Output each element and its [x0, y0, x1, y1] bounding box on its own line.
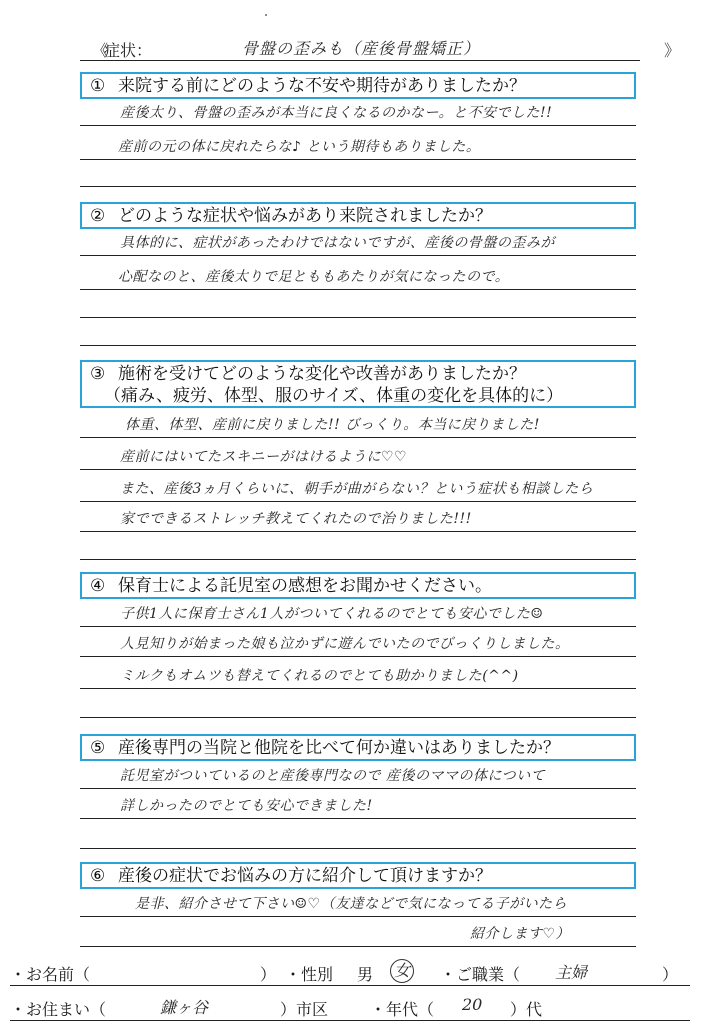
answer-text: 産後太り、骨盤の歪みが本当に良くなるのかなー。と不安でした!!	[120, 105, 553, 121]
age-suffix: ）代	[510, 1000, 543, 1019]
gender-female-circled	[390, 959, 414, 983]
scan-speck	[265, 14, 267, 16]
answer-text: 詳しかったのでとても安心できました!	[120, 798, 373, 814]
question-number: ④	[90, 576, 106, 596]
answer-line	[80, 762, 636, 789]
question-number: ⑤	[90, 738, 106, 758]
answer-line	[80, 475, 636, 502]
answer-text: 紹介します♡）	[470, 926, 571, 942]
answer-text: また、産後3ヵ月くらいに、朝手が曲がらない？という症状も相談したら	[120, 481, 594, 497]
answer-text: 産前にはいてたスキニーがはけるように♡♡	[120, 449, 408, 465]
answer-text: 具体的に、症状があったわけではないですが、産後の骨盤の歪みが	[120, 235, 555, 251]
answer-line	[80, 263, 636, 290]
answer-text: 託児室がついているのと産後専門なので 産後のママの体について	[120, 768, 546, 784]
answer-line	[80, 160, 636, 187]
footer-rule-2	[10, 1020, 690, 1021]
answer-line	[80, 691, 636, 718]
question-text: 保育士による託児室の感想をお聞かせください。	[118, 576, 492, 596]
question-2	[80, 202, 636, 229]
question-text: 来院する前にどのような不安や期待がありましたか？	[118, 76, 526, 96]
age-value: 20	[462, 995, 483, 1014]
question-3	[80, 360, 636, 408]
header	[92, 38, 681, 62]
question-number: ③	[90, 364, 106, 384]
question-4	[80, 572, 636, 599]
answer-line	[80, 890, 636, 917]
answer-line	[80, 792, 636, 819]
question-1	[80, 72, 636, 99]
answer-line	[80, 822, 636, 849]
name-field	[10, 962, 90, 985]
header-quote-open: 《	[92, 41, 109, 60]
footer-rule-1	[10, 985, 690, 986]
answer-line	[80, 319, 636, 346]
answer-text: 人見知りが始まった娘も泣かずに遊んでいたのでびっくりしました。	[120, 636, 570, 652]
answer-line	[80, 411, 636, 438]
answer-text: 産前の元の体に戻れたらな♪ という期待もありました。	[118, 139, 481, 155]
gender-female: 女	[390, 959, 414, 983]
address-label: ・お住まい（	[10, 1000, 107, 1019]
question-text: 施術を受けてどのような変化や改善がありましたか？	[118, 364, 526, 384]
gender-label: ・性別	[285, 965, 334, 984]
city-suffix: ）市区	[280, 1000, 329, 1019]
occupation-close: ）	[662, 965, 679, 984]
answer-text: 家でできるストレッチ教えてくれたので治りました!!!	[120, 511, 472, 527]
question-6	[80, 862, 636, 889]
symptom-label: 症状：	[104, 41, 153, 60]
answer-line	[80, 505, 636, 532]
header-quote-close: 》	[664, 41, 681, 60]
question-number: ⑥	[90, 866, 106, 886]
answer-text: 体重、体型、産前に戻りました!! びっくり。本当に戻りました!	[125, 417, 540, 433]
age-label: ・年代（	[370, 1000, 435, 1019]
question-text: 産後専門の当院と他院を比べて何か違いはありましたか？	[118, 738, 560, 758]
answer-text: 是非、紹介させて下さい☺♡（友達などで気になってる子がいたら	[135, 896, 568, 912]
question-number: ①	[90, 76, 106, 96]
gender-male: 男	[357, 965, 374, 984]
answer-line	[80, 600, 636, 627]
occupation-value: 主婦	[555, 963, 588, 982]
question-text: どのような症状や悩みがあり来院されましたか？	[118, 206, 492, 226]
question-subtext: （痛み、疲労、体型、服のサイズ、体重の変化を具体的に）	[104, 386, 564, 406]
answer-line	[80, 630, 636, 657]
answer-line	[80, 99, 636, 126]
header-rule	[80, 60, 640, 61]
answer-line	[80, 443, 636, 470]
answer-line	[80, 291, 636, 318]
occupation-label: ・ご職業（	[440, 965, 521, 984]
answer-text: 心配なのと、産後太りで足とももあたりが気になったので。	[118, 269, 510, 285]
question-number: ②	[90, 206, 106, 226]
answer-line	[80, 133, 636, 160]
answer-text: ミルクもオムツも替えてくれるのでとても助かりました(^^)	[120, 668, 519, 684]
name-close: ）	[260, 965, 277, 984]
name-label: ・お名前（	[10, 965, 91, 984]
answer-text: 子供1人に保育士さん1人がついてくれるのでとても安心でした☺	[120, 606, 544, 622]
address-value: 鎌ヶ谷	[160, 998, 209, 1017]
symptom-value: 骨盤の歪みも（産後骨盤矯正）	[242, 39, 481, 58]
answer-line	[80, 662, 636, 689]
question-text: 産後の症状でお悩みの方に紹介して頂けますか？	[118, 866, 492, 886]
answer-line	[80, 920, 636, 947]
question-5	[80, 734, 636, 761]
answer-line	[80, 229, 636, 256]
answer-line	[80, 533, 636, 560]
